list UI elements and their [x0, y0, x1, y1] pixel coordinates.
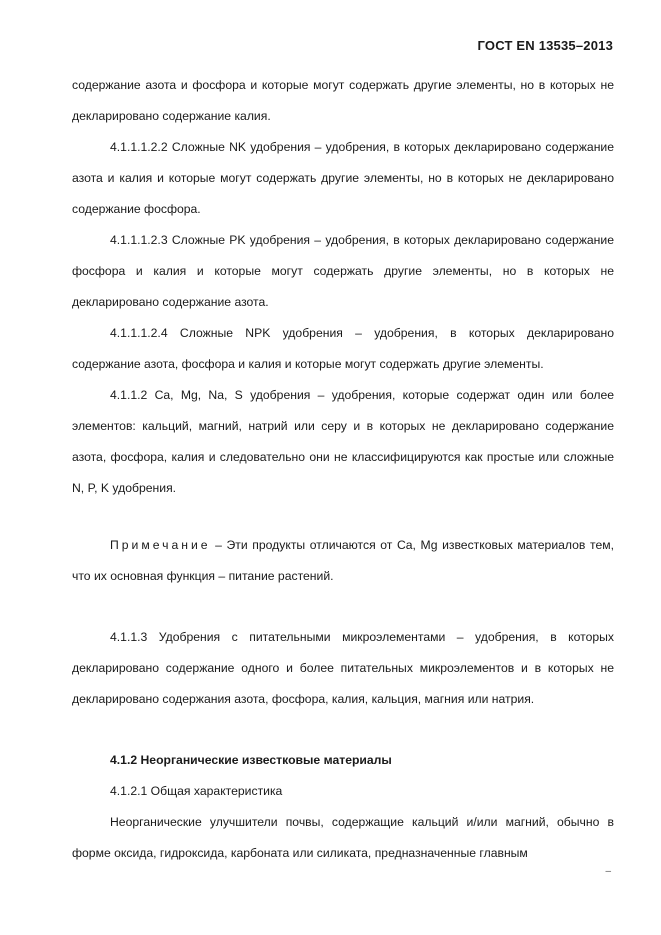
section-heading: 4.1.2 Неорганические известковые материалы: [110, 753, 392, 767]
paragraph-text: содержание азота и фосфора и которые могут содержать другие элементы, но в которых не декларировано содержание калия.: [72, 78, 614, 123]
note-label: Примечание: [110, 538, 211, 552]
clause-number: 4.1.1.1.2.3: [110, 233, 168, 247]
note-paragraph: [72, 530, 614, 592]
paragraph-clause-4-1-1-3: [72, 622, 614, 715]
document-body: [72, 70, 614, 869]
paragraph-text: Сложные PK удобрения – удобрения, в которых декларировано содержание фосфора и калия и которые могут содержать другие элементы, но в которых не декларировано содержание азота.: [72, 233, 614, 309]
paragraph-text: Удобрения с питательными микроэлементами – удобрения, в которых декларировано содержание одного и более питательных микроэлементов и в которых не декларировано содержания азота, фосфора, калия, кальция, магния или натрия.: [72, 630, 615, 706]
clause-number: 4.1.1.2: [110, 388, 148, 402]
section-subheading: 4.1.2.1 Общая характеристика: [110, 784, 283, 798]
paragraph-clause-4-1-1-1-2-3: [72, 225, 614, 318]
document-standard-header: ГОСТ EN 13535–2013: [477, 38, 613, 53]
paragraph-clause-4-1-1-2: [72, 380, 614, 504]
paragraph-text: Ca, Mg, Na, S удобрения – удобрения, которые содержат один или более элементов: кальций, магний, натрий или серу и в которых не декларировано содержание азота, фосфора, калия и следовательно они не классифицируются как простые или сложные N, P, K удобрения.: [72, 388, 614, 495]
paragraph-text: Сложные NPK удобрения – удобрения, в которых декларировано содержание азота, фосфора и калия и которые могут содержать другие элементы.: [72, 326, 614, 371]
paragraph-continuation: [72, 70, 614, 132]
page-footer-mark: –: [605, 866, 611, 877]
paragraph-clause-4-1-1-1-2-2: [72, 132, 614, 225]
note-text: – Эти продукты отличаются от Ca, Mg известковых материалов тем, что их основная функция – питание растений.: [72, 538, 615, 583]
clause-number: 4.1.1.3: [110, 630, 148, 644]
clause-number: 4.1.1.1.2.2: [110, 140, 168, 154]
paragraph-text: Сложные NK удобрения – удобрения, в которых декларировано содержание азота и калия и которые могут содержать другие элементы, но в которых не декларировано содержание фосфора.: [72, 140, 615, 216]
clause-number: 4.1.1.1.2.4: [110, 326, 168, 340]
section-paragraph: Неорганические улучшители почвы, содержащие кальций и/или магний, обычно в форме оксида, гидроксида, карбоната или силиката, предназначенные главным: [72, 815, 614, 860]
paragraph-clause-4-1-1-1-2-4: [72, 318, 614, 380]
